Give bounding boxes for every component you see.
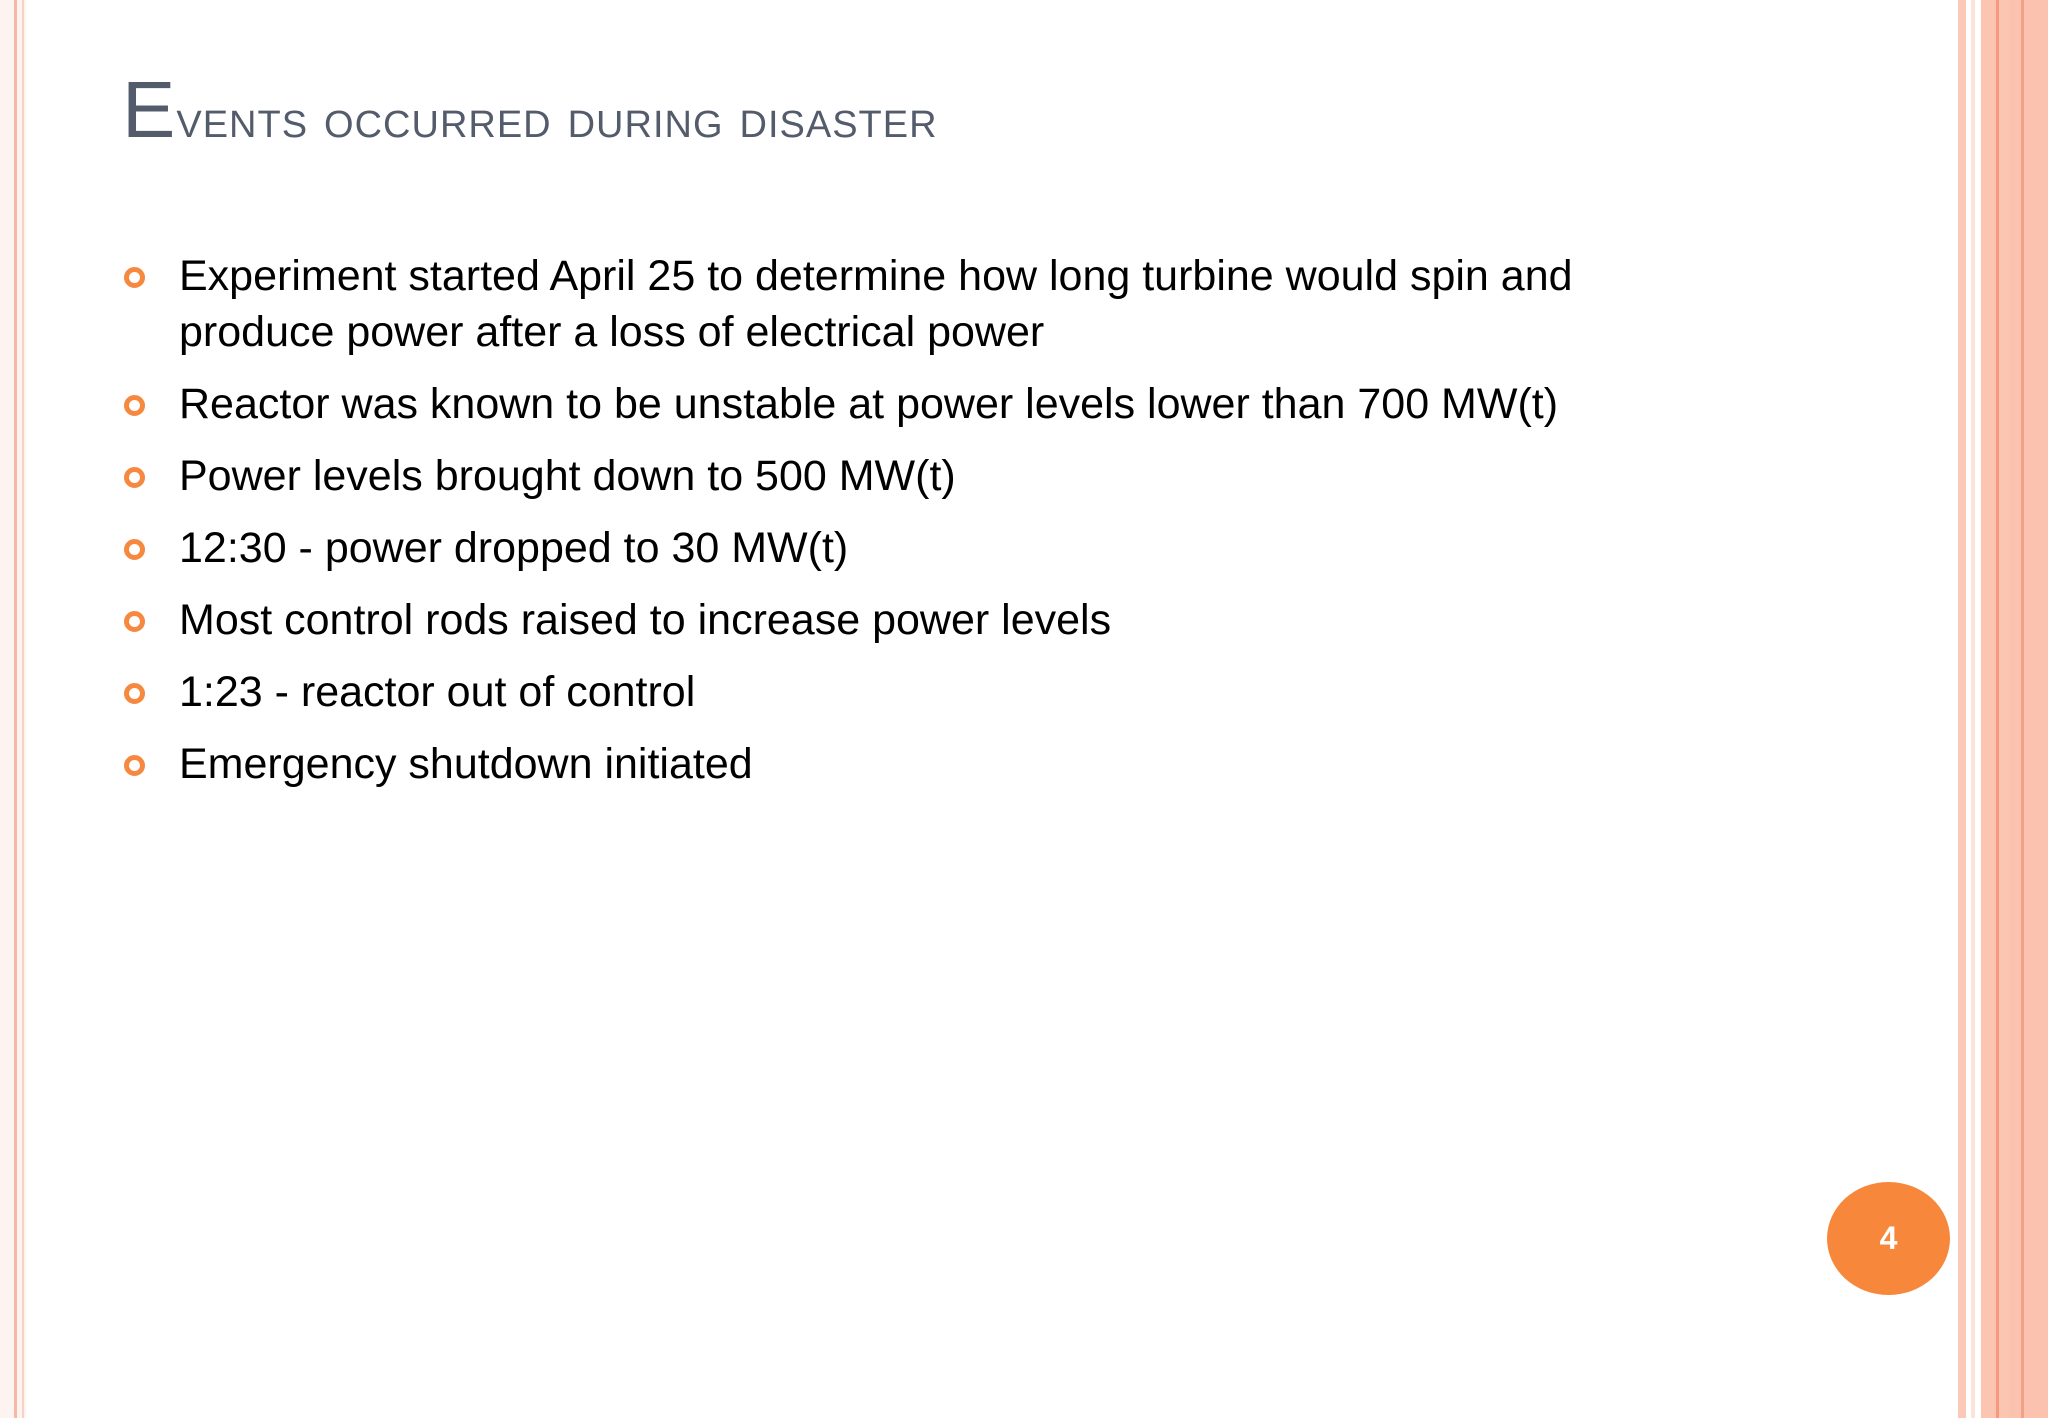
slide-title: Events occurred during disaster <box>122 65 938 154</box>
bullet-text: Power levels brought down to 500 MW(t) <box>179 452 956 500</box>
bullet-item <box>124 248 1724 360</box>
ring-bullet-icon <box>124 395 145 416</box>
bullet-item <box>124 520 1724 576</box>
ring-bullet-icon <box>124 611 145 632</box>
bullet-text: Experiment started April 25 to determine how long turbine would spin and produce power after a loss of electrical power <box>179 252 1573 356</box>
ring-bullet-icon <box>124 267 145 288</box>
bullet-text: Reactor was known to be unstable at power levels lower than 700 MW(t) <box>179 380 1559 428</box>
page-number: 4 <box>1879 1220 1898 1256</box>
left-border-line <box>14 0 17 1418</box>
ring-bullet-icon <box>124 539 145 560</box>
bullet-text: 1:23 - reactor out of control <box>179 668 696 716</box>
right-border-stripe <box>1971 0 1975 1418</box>
ring-bullet-icon <box>124 467 145 488</box>
bullet-item <box>124 448 1724 504</box>
left-border-line <box>22 0 24 1418</box>
right-border-stripe <box>1981 0 2009 1418</box>
right-border-stripe <box>1958 0 1966 1418</box>
bullet-item <box>124 664 1724 720</box>
bullet-item <box>124 592 1724 648</box>
ring-bullet-icon <box>124 683 145 704</box>
bullet-list <box>124 248 1724 808</box>
bullet-text: Most control rods raised to increase power levels <box>179 596 1112 644</box>
ring-bullet-icon <box>124 755 145 776</box>
page-number-badge <box>1827 1182 1950 1295</box>
bullet-item <box>124 376 1724 432</box>
bullet-text: 12:30 - power dropped to 30 MW(t) <box>179 524 849 572</box>
bullet-text: Emergency shutdown initiated <box>179 740 753 788</box>
bullet-item <box>124 736 1724 792</box>
right-border-stripe <box>2021 0 2024 1418</box>
right-border-stripe <box>2009 0 2048 1418</box>
right-border-stripe <box>1996 0 1999 1418</box>
